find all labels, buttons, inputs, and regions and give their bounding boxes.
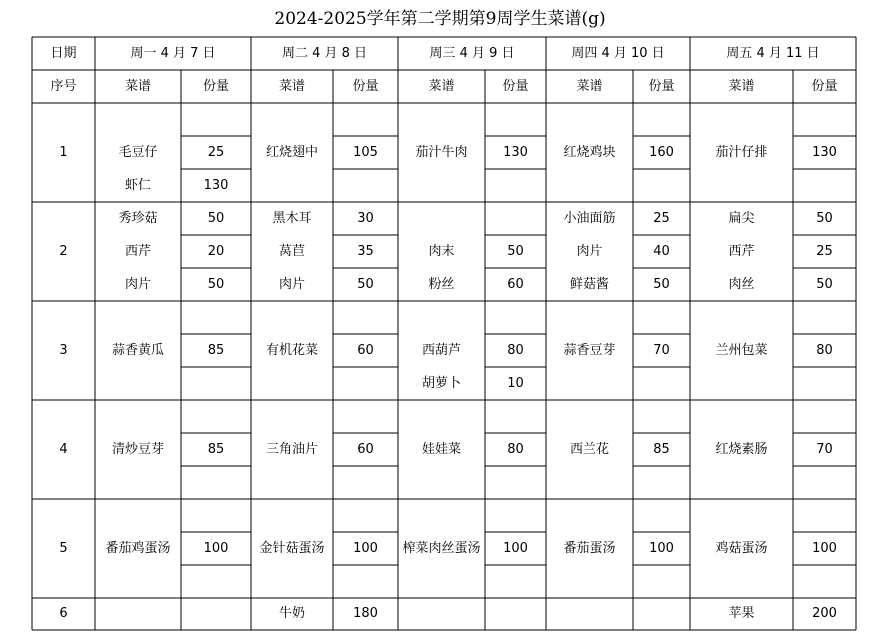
day-header: 周一 4 月 7 日 <box>130 45 216 61</box>
dish-name <box>398 499 485 532</box>
dish-amount: 180 <box>353 606 378 621</box>
dish-amount <box>333 169 398 202</box>
dish-name <box>546 598 633 630</box>
dish-name: 红烧鸡块 <box>563 144 616 160</box>
dish-name: 秀珍菇 <box>118 210 158 226</box>
day-header: 周四 4 月 10 日 <box>571 45 665 61</box>
dish-name <box>546 466 633 499</box>
dish-amount <box>181 367 251 400</box>
dish-amount: 85 <box>207 342 225 358</box>
dish-amount <box>793 169 856 202</box>
dish-amount: 35 <box>357 243 374 259</box>
menu-column-header: 菜谱 <box>124 78 151 94</box>
dish-amount: 10 <box>507 375 524 391</box>
dish-name <box>690 301 793 334</box>
dish-amount: 80 <box>816 342 833 358</box>
dish-amount <box>793 103 856 136</box>
dish-name <box>546 565 633 598</box>
dish-amount <box>793 499 856 532</box>
dish-amount: 60 <box>357 342 374 358</box>
dish-name <box>251 499 333 532</box>
dish-name: 扁尖 <box>728 210 755 226</box>
dish-name: 清炒豆芽 <box>111 441 164 457</box>
dish-amount: 50 <box>357 276 374 292</box>
dish-amount: 130 <box>503 144 528 160</box>
dish-name: 肉片 <box>278 276 305 292</box>
dish-amount <box>633 466 690 499</box>
amount-column-header: 份量 <box>502 78 529 94</box>
menu-column-header: 菜谱 <box>728 78 755 94</box>
dish-name: 娃娃菜 <box>421 441 461 457</box>
dish-name <box>251 565 333 598</box>
amount-column-header: 份量 <box>352 78 379 94</box>
menu-column-header: 菜谱 <box>278 78 305 94</box>
dish-name: 小油面筋 <box>563 210 616 226</box>
dish-name: 鸡菇蛋汤 <box>715 540 768 556</box>
index-header: 序号 <box>50 78 77 94</box>
dish-amount: 50 <box>207 276 225 292</box>
dish-name <box>690 103 793 136</box>
dish-name <box>398 301 485 334</box>
dish-name <box>690 466 793 499</box>
dish-amount: 160 <box>649 144 674 160</box>
dish-amount <box>485 301 546 334</box>
dish-amount: 100 <box>812 540 837 556</box>
dish-amount: 25 <box>816 243 833 259</box>
group-index: 6 <box>59 606 68 621</box>
dish-amount <box>181 103 251 136</box>
dish-name <box>398 202 485 235</box>
dish-amount <box>793 400 856 433</box>
dish-name: 虾仁 <box>124 177 151 193</box>
dish-amount <box>181 301 251 334</box>
dish-amount: 50 <box>816 276 833 292</box>
dish-name: 肉丝 <box>728 276 755 292</box>
dish-name: 红烧翅中 <box>265 144 318 160</box>
dish-name <box>690 565 793 598</box>
dish-name: 粉丝 <box>428 276 455 292</box>
dish-amount: 105 <box>353 144 378 160</box>
dish-amount <box>633 565 690 598</box>
dish-amount: 100 <box>649 540 674 556</box>
dish-amount: 100 <box>353 540 378 556</box>
dish-name <box>546 400 633 433</box>
dish-amount <box>633 499 690 532</box>
amount-column-header: 份量 <box>648 78 675 94</box>
dish-amount: 50 <box>507 243 524 259</box>
dish-name: 榨菜肉丝蛋汤 <box>402 540 481 556</box>
dish-name: 金针菇蛋汤 <box>259 540 325 556</box>
dish-name <box>398 103 485 136</box>
dish-amount <box>633 301 690 334</box>
dish-name: 苹果 <box>728 606 755 621</box>
dish-name: 番茄鸡蛋汤 <box>105 540 171 556</box>
dish-name <box>546 169 633 202</box>
dish-amount: 20 <box>207 243 225 259</box>
dish-name <box>95 103 181 136</box>
menu-column-header: 菜谱 <box>576 78 603 94</box>
dish-name: 胡萝卜 <box>421 375 461 391</box>
dish-name: 兰州包菜 <box>715 342 768 358</box>
dish-amount: 25 <box>207 144 225 160</box>
dish-name <box>690 499 793 532</box>
dish-name: 莴苣 <box>278 243 305 259</box>
dish-name <box>398 565 485 598</box>
dish-amount: 130 <box>203 177 229 193</box>
dish-name: 蒜香黄瓜 <box>111 342 164 358</box>
dish-name: 红烧素肠 <box>715 441 768 457</box>
dish-name <box>251 367 333 400</box>
dish-amount: 85 <box>207 441 225 457</box>
dish-amount <box>633 103 690 136</box>
dish-name <box>251 466 333 499</box>
menu-column-header: 菜谱 <box>428 78 455 94</box>
dish-amount: 50 <box>653 276 670 292</box>
dish-amount: 85 <box>653 441 670 457</box>
dish-amount: 200 <box>812 606 837 621</box>
dish-amount: 40 <box>653 243 670 259</box>
dish-amount: 60 <box>357 441 374 457</box>
day-header: 周三 4 月 9 日 <box>429 45 515 61</box>
dish-name: 茄汁牛肉 <box>415 144 468 160</box>
dish-amount: 130 <box>812 144 837 160</box>
dish-amount <box>333 400 398 433</box>
dish-amount <box>793 565 856 598</box>
day-header: 周二 4 月 8 日 <box>281 45 368 61</box>
dish-amount <box>485 400 546 433</box>
group-index: 1 <box>59 144 68 160</box>
dish-amount: 50 <box>816 210 833 226</box>
dish-amount <box>633 367 690 400</box>
dish-name: 三角油片 <box>265 441 318 457</box>
dish-name: 番茄蛋汤 <box>563 540 616 556</box>
dish-amount: 100 <box>503 540 528 556</box>
dish-name <box>251 301 333 334</box>
dish-amount <box>181 499 251 532</box>
group-index: 4 <box>59 441 68 457</box>
dish-amount: 80 <box>507 342 524 358</box>
dish-name <box>690 169 793 202</box>
dish-name: 鲜菇酱 <box>569 276 609 292</box>
dish-name <box>546 499 633 532</box>
dish-amount <box>485 598 546 630</box>
dish-name <box>398 598 485 630</box>
group-index: 2 <box>59 243 68 259</box>
dish-amount <box>633 400 690 433</box>
dish-name <box>95 400 181 433</box>
dish-amount <box>333 103 398 136</box>
dish-amount: 25 <box>653 210 670 226</box>
dish-name: 肉末 <box>428 243 455 259</box>
dish-amount: 70 <box>653 342 670 358</box>
dish-amount <box>633 169 690 202</box>
dish-amount: 80 <box>507 441 524 457</box>
dish-amount <box>181 598 251 630</box>
dish-amount <box>793 466 856 499</box>
dish-amount <box>485 103 546 136</box>
dish-amount <box>333 565 398 598</box>
dish-amount <box>485 466 546 499</box>
dish-amount <box>181 400 251 433</box>
dish-amount <box>181 565 251 598</box>
dish-name <box>95 301 181 334</box>
dish-name <box>95 598 181 630</box>
dish-name <box>95 367 181 400</box>
dish-name <box>398 466 485 499</box>
dish-name: 肉片 <box>124 276 151 292</box>
day-header: 周五 4 月 11 日 <box>726 45 820 61</box>
dish-name <box>95 565 181 598</box>
dish-amount <box>333 301 398 334</box>
group-index: 5 <box>59 540 68 556</box>
menu-title: 2024-2025学年第二学期第9周学生菜谱(g) <box>274 9 606 29</box>
dish-name: 西兰花 <box>569 441 609 457</box>
dish-amount: 100 <box>203 540 229 556</box>
dish-name <box>546 367 633 400</box>
group-index: 3 <box>59 342 68 358</box>
dish-amount: 60 <box>507 276 524 292</box>
dish-name <box>398 169 485 202</box>
dish-amount <box>485 169 546 202</box>
dish-amount <box>793 367 856 400</box>
dish-amount <box>633 598 690 630</box>
dish-name: 蒜香豆芽 <box>563 342 616 358</box>
dish-name: 西芹 <box>728 243 755 259</box>
dish-name <box>95 499 181 532</box>
dish-name: 肉片 <box>576 243 603 259</box>
dish-amount <box>333 466 398 499</box>
dish-name <box>251 400 333 433</box>
dish-amount: 30 <box>357 210 374 226</box>
dish-amount <box>485 202 546 235</box>
dish-name <box>398 400 485 433</box>
dish-name <box>690 400 793 433</box>
dish-name: 牛奶 <box>278 606 305 621</box>
dish-name: 有机花菜 <box>265 342 318 358</box>
dish-amount: 70 <box>816 441 833 457</box>
dish-name: 西葫芦 <box>421 342 461 358</box>
dish-name <box>95 466 181 499</box>
dish-name <box>546 103 633 136</box>
date-header: 日期 <box>50 45 77 61</box>
dish-name: 毛豆仔 <box>118 144 158 160</box>
dish-name <box>546 301 633 334</box>
amount-column-header: 份量 <box>811 78 838 94</box>
dish-amount <box>181 466 251 499</box>
dish-name: 黑木耳 <box>272 210 312 226</box>
dish-amount <box>485 499 546 532</box>
dish-amount <box>333 499 398 532</box>
dish-name: 西芹 <box>124 243 151 259</box>
dish-name: 茄汁仔排 <box>715 144 768 160</box>
amount-column-header: 份量 <box>202 78 229 94</box>
dish-amount <box>793 301 856 334</box>
dish-amount <box>333 367 398 400</box>
dish-amount: 50 <box>207 210 225 226</box>
dish-amount <box>485 565 546 598</box>
dish-name <box>690 367 793 400</box>
dish-name <box>251 103 333 136</box>
dish-name <box>251 169 333 202</box>
